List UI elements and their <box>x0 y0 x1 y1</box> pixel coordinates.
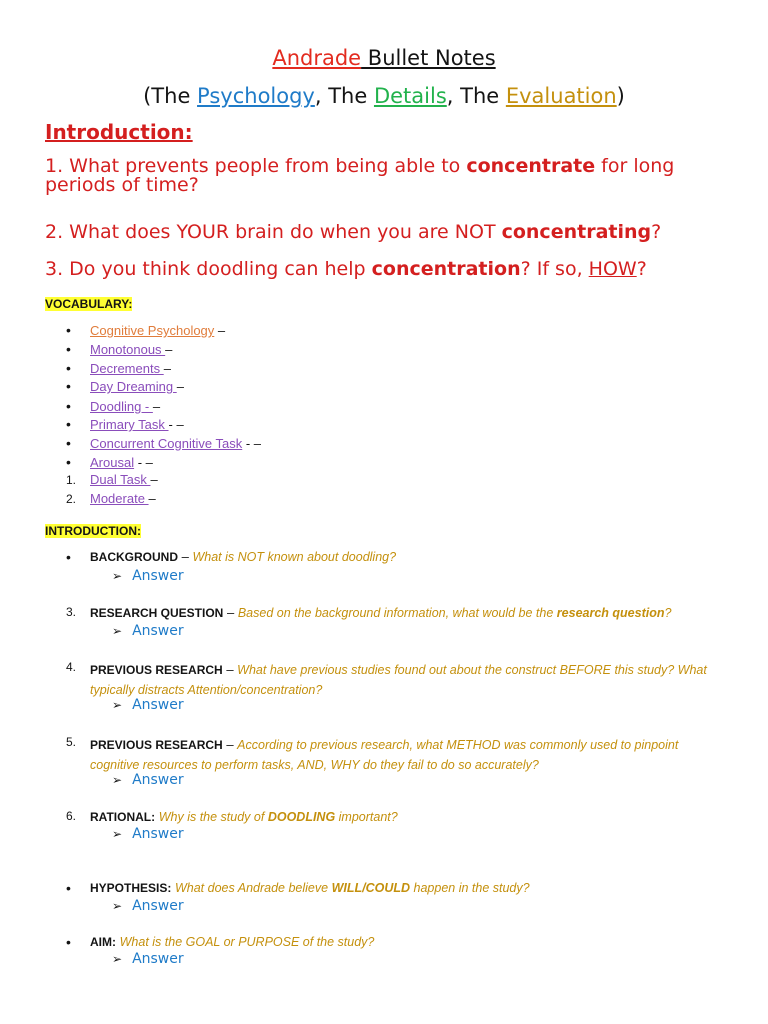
arrow-bullet-icon: ➢ <box>112 899 123 913</box>
vocabulary-marker: 1. <box>66 473 77 487</box>
section-label: PREVIOUS RESEARCH <box>90 738 223 752</box>
subtitle-open: (The <box>143 84 198 108</box>
answer-text: Answer <box>132 898 184 914</box>
document-subtitle <box>0 84 768 108</box>
subtitle-close: ) <box>616 84 625 108</box>
question-3-post: ? <box>636 258 647 280</box>
section-dash: – <box>222 737 238 752</box>
section-label: RESEARCH QUESTION <box>90 606 224 620</box>
vocabulary-item <box>66 360 171 376</box>
vocabulary-item <box>66 454 153 470</box>
vocabulary-marker: • <box>66 360 71 376</box>
vocabulary-term-link[interactable]: Decrements <box>90 361 164 376</box>
subtitle-evaluation: Evaluation <box>505 84 617 108</box>
section-prompt <box>90 934 374 949</box>
section-question: According to previous research, what METHOD was commonly used to pinpoint cognitive resources to perform tasks, AND, WHY do they fail to do so accurately? <box>90 738 679 772</box>
vocabulary-heading-text: VOCABULARY: <box>45 297 133 311</box>
vocabulary-item <box>66 435 261 451</box>
vocabulary-marker: • <box>66 378 71 394</box>
subtitle-sep1: , The <box>314 84 374 108</box>
section-dash: – <box>223 605 238 620</box>
vocabulary-definition-dash: - – <box>242 436 262 451</box>
vocabulary-marker: • <box>66 341 71 357</box>
title-andrade: Andrade <box>272 46 362 70</box>
arrow-bullet-icon: ➢ <box>112 827 123 841</box>
answer-text: Answer <box>132 772 184 788</box>
section-question: Based on the background information, what would be the <box>237 606 557 620</box>
vocabulary-marker: • <box>66 398 71 414</box>
arrow-bullet-icon: ➢ <box>112 569 123 583</box>
question-1-post: for long periods of time? <box>45 155 675 196</box>
vocabulary-marker: • <box>66 416 71 432</box>
question-2-post: ? <box>651 221 662 243</box>
answer-text: Answer <box>132 826 184 842</box>
section-marker: 3. <box>66 605 77 619</box>
question-3 <box>45 257 647 282</box>
vocabulary-item <box>66 491 156 506</box>
vocabulary-definition-dash: – <box>163 361 171 376</box>
section-marker: • <box>66 880 71 896</box>
section-label: PREVIOUS RESEARCH <box>90 663 223 677</box>
answer-line[interactable] <box>112 623 184 639</box>
section-prompt <box>90 660 730 700</box>
vocabulary-term-link[interactable]: Primary Task <box>90 417 169 432</box>
section-question-emphasis: DOODLING <box>267 810 336 824</box>
section-question: What does Andrade believe <box>174 881 332 895</box>
vocabulary-definition-dash: – <box>214 323 226 338</box>
vocabulary-definition-dash: – <box>148 491 156 506</box>
vocabulary-definition-dash: – <box>176 379 184 394</box>
vocabulary-term-link[interactable]: Cognitive Psychology <box>90 323 215 338</box>
vocabulary-item <box>66 341 172 357</box>
section-label: BACKGROUND <box>90 550 178 564</box>
answer-line[interactable] <box>112 898 184 914</box>
subtitle-details: Details <box>373 84 447 108</box>
section-question: What have previous studies found out about the construct BEFORE this study? What typically distracts Attention/concentration? <box>90 663 707 697</box>
question-1 <box>45 157 735 195</box>
vocabulary-marker: • <box>66 454 71 470</box>
vocabulary-item <box>66 322 225 338</box>
question-1-bold: concentrate <box>466 155 596 177</box>
answer-line[interactable] <box>112 826 184 842</box>
section-question-end: happen in the study? <box>410 881 530 895</box>
question-3-pre: 3. Do you think doodling can help <box>45 258 372 280</box>
section-dash: – <box>178 549 193 564</box>
document-title <box>0 46 768 70</box>
arrow-bullet-icon: ➢ <box>112 952 123 966</box>
question-2-bold: concentrating <box>501 221 652 243</box>
section-label: HYPOTHESIS: <box>90 881 172 895</box>
section-marker: 4. <box>66 660 77 674</box>
section-question: What is NOT known about doodling? <box>192 550 397 564</box>
question-3-how: HOW <box>588 258 637 280</box>
section-question-end: ? <box>664 606 672 620</box>
vocabulary-heading <box>45 293 132 312</box>
section-prompt <box>90 549 396 564</box>
vocabulary-definition-dash: – <box>150 472 158 487</box>
arrow-bullet-icon: ➢ <box>112 773 123 787</box>
vocabulary-item <box>66 378 184 394</box>
answer-line[interactable] <box>112 697 184 713</box>
section-marker: • <box>66 934 71 950</box>
arrow-bullet-icon: ➢ <box>112 698 123 712</box>
section-marker: 6. <box>66 809 77 823</box>
vocabulary-term-link[interactable]: Dual Task <box>90 472 151 487</box>
vocabulary-marker: • <box>66 435 71 451</box>
section-prompt <box>90 809 398 824</box>
section-question-end: important? <box>335 810 398 824</box>
question-2-pre: 2. What does YOUR brain do when you are NOT <box>45 221 502 243</box>
section-question-emphasis: WILL/COULD <box>331 881 411 895</box>
section-question-emphasis: research question <box>556 606 665 620</box>
answer-text: Answer <box>132 951 184 967</box>
section-prompt <box>90 880 530 895</box>
vocabulary-term-link[interactable]: Monotonous <box>90 342 166 357</box>
question-2 <box>45 220 661 245</box>
answer-text: Answer <box>132 623 184 639</box>
arrow-bullet-icon: ➢ <box>112 624 123 638</box>
vocabulary-term-link[interactable]: Moderate <box>90 491 149 506</box>
introduction-section-heading <box>45 520 141 539</box>
section-prompt <box>90 605 671 620</box>
introduction-heading: Introduction: <box>45 120 193 144</box>
subtitle-psychology: Psychology <box>197 84 315 108</box>
answer-line[interactable] <box>112 772 184 788</box>
vocabulary-definition-dash: – <box>165 342 173 357</box>
question-3-bold: concentration <box>371 258 521 280</box>
section-prompt <box>90 735 730 775</box>
vocabulary-term-link[interactable]: Day Dreaming <box>90 379 177 394</box>
section-marker: • <box>66 549 71 565</box>
vocabulary-marker: 2. <box>66 492 77 506</box>
vocabulary-definition-dash: - – <box>134 455 153 470</box>
question-3-mid: ? If so, <box>520 258 589 280</box>
section-question: Why is the study of <box>158 810 268 824</box>
section-label: AIM: <box>90 935 116 949</box>
vocabulary-item <box>66 472 158 487</box>
vocabulary-term-link[interactable]: Doodling - <box>90 399 153 414</box>
vocabulary-term-link[interactable]: Concurrent Cognitive Task <box>90 436 243 451</box>
section-label: RATIONAL: <box>90 810 156 824</box>
section-question: What is the GOAL or PURPOSE of the study? <box>119 935 375 949</box>
vocabulary-term-link[interactable]: Arousal <box>90 455 135 470</box>
introduction-section-heading-text: INTRODUCTION: <box>45 524 141 538</box>
answer-text: Answer <box>132 568 184 584</box>
section-dash: – <box>222 662 238 677</box>
question-1-pre: 1. What prevents people from being able to <box>45 155 467 177</box>
title-bullet-notes: Bullet Notes <box>361 46 496 70</box>
answer-line[interactable] <box>112 951 184 967</box>
answer-line[interactable] <box>112 568 184 584</box>
vocabulary-definition-dash: – <box>152 399 161 414</box>
vocabulary-item <box>66 416 184 432</box>
subtitle-sep2: , The <box>446 84 506 108</box>
vocabulary-definition-dash: - – <box>168 417 184 432</box>
vocabulary-item <box>66 398 160 414</box>
answer-text: Answer <box>132 697 184 713</box>
vocabulary-marker: • <box>66 322 71 338</box>
section-marker: 5. <box>66 735 77 749</box>
